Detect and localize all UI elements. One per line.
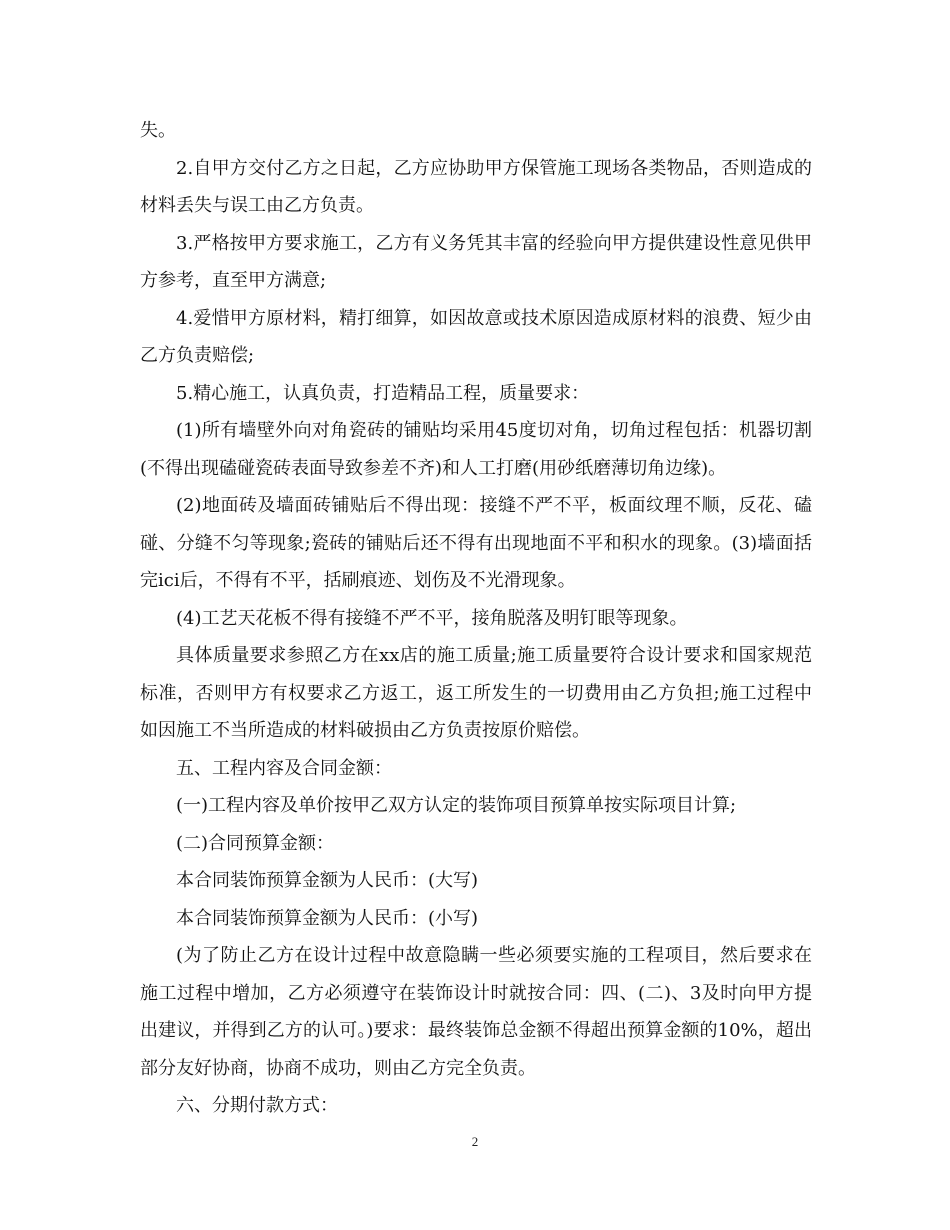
- paragraph: 具体质量要求参照乙方在xx店的施工质量;施工质量要符合设计要求和国家规范标准，否则甲方有权要求乙方返工，返工所发生的一切费用由乙方负担;施工过程中如因施工不当所造成的材料破损由乙方负责按原价赔偿。: [140, 645, 812, 741]
- paragraph: (4)工艺天花板不得有接缝不严不平，接角脱落及明钉眼等现象。: [176, 607, 688, 629]
- section-heading: 五、工程内容及合同金额：: [176, 757, 392, 779]
- page-number: 2: [471, 1134, 479, 1149]
- paragraph: (一)工程内容及单价按甲乙双方认定的装饰项目预算单按实际项目计算;: [176, 795, 737, 816]
- paragraph: (为了防止乙方在设计过程中故意隐瞒一些必须要实施的工程项目，然后要求在施工过程中增加，乙方必须遵守在装饰设计时就按合同：四、(二)、3及时向甲方提出建议，并得到乙方的认可。)要求：最终装饰总金额不得超出预算金额的10%，超出部分友好协商，协商不成功，则由乙方完全负责。: [140, 945, 812, 1079]
- paragraph: 5.精心施工，认真负责，打造精品工程，质量要求：: [176, 382, 590, 404]
- paragraph: (二)合同预算金额：: [176, 832, 335, 854]
- paragraph: 4.爱惜甲方原材料，精打细算，如因故意或技术原因造成原材料的浪费、短少由乙方负责赔偿;: [140, 307, 812, 366]
- paragraph: 3.严格按甲方要求施工，乙方有义务凭其丰富的经验向甲方提供建设性意见供甲方参考，直至甲方满意;: [140, 232, 812, 291]
- paragraph: 本合同装饰预算金额为人民币：(大写): [176, 870, 479, 891]
- document-body: [140, 112, 812, 1125]
- paragraph: 2.自甲方交付乙方之日起，乙方应协助甲方保管施工现场各类物品，否则造成的材料丢失与误工由乙方负责。: [140, 157, 812, 216]
- paragraph: 失。: [140, 120, 176, 141]
- paragraph: (2)地面砖及墙面砖铺贴后不得出现：接缝不严不平，板面纹理不顺，反花、磕碰、分缝不匀等现象;瓷砖的铺贴后还不得有出现地面不平和积水的现象。(3)墙面括完ici后，不得有不平，括刷痕迹、划伤及不光滑现象。: [140, 495, 812, 591]
- section-heading: 六、分期付款方式：: [176, 1095, 338, 1116]
- paragraph: (1)所有墙壁外向对角瓷砖的铺贴均采用45度切对角，切角过程包括：机器切割(不得出现磕碰瓷砖表面导致参差不齐)和人工打磨(用砂纸磨薄切角边缘)。: [140, 420, 812, 479]
- paragraph: 本合同装饰预算金额为人民币：(小写): [176, 907, 479, 929]
